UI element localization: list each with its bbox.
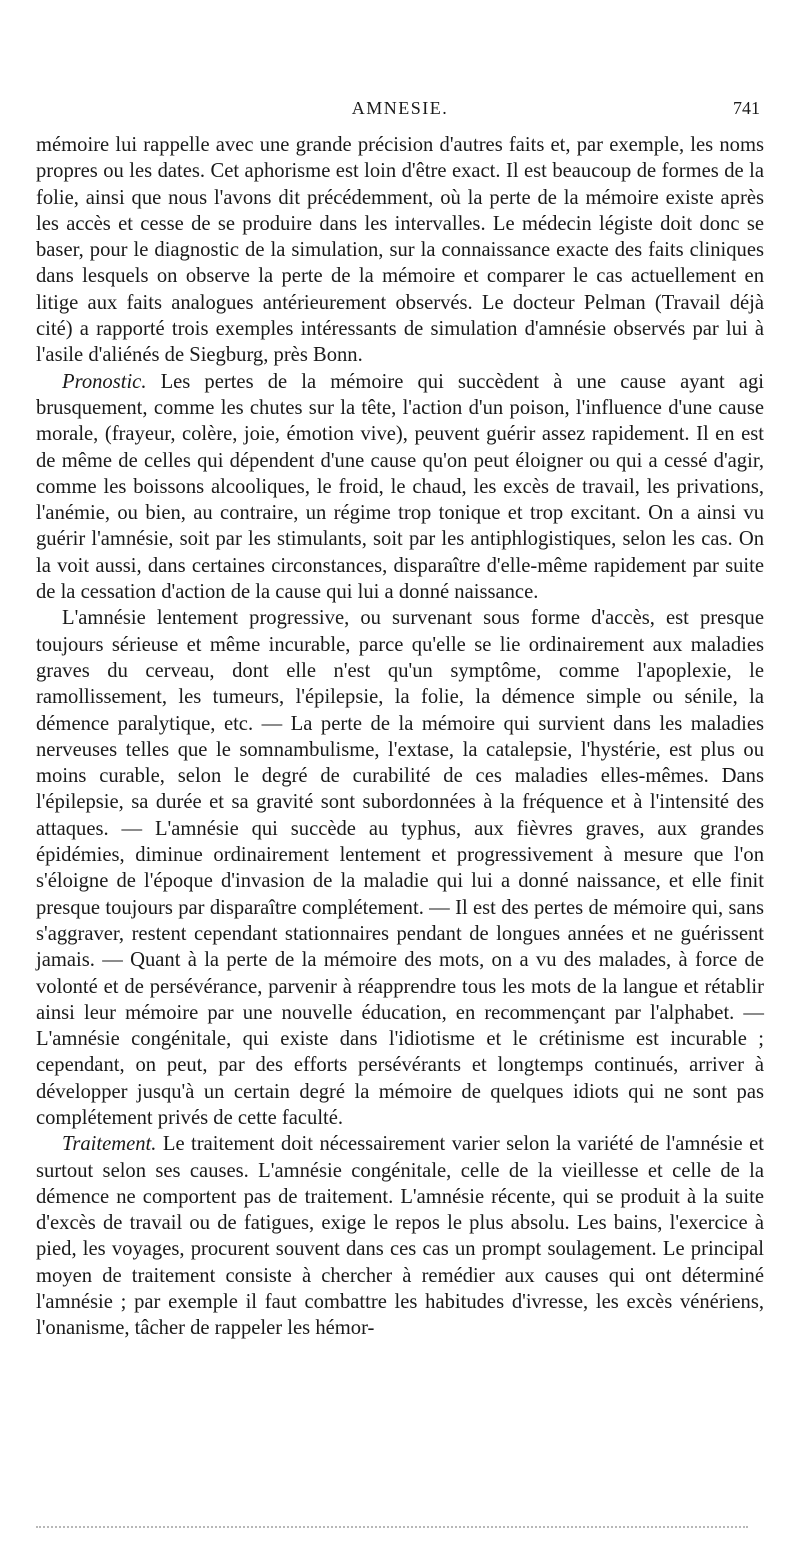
running-head	[36, 98, 764, 130]
body-text	[36, 132, 764, 1342]
paragraph-text: Les pertes de la mémoire qui succèdent à une cause ayant agi brusquement, comme les chutes sur la tête, l'action d'un poison, l'influence d'une cause morale, (frayeur, colère, joie, émotion vive), peuvent guérir assez rapidement. Il en est de même de celles qui dépendent d'une cause qu'on peut éloigner ou qui a cessé d'agir, comme les boissons alcooliques, le froid, le chaud, les excès de travail, les privations, l'anémie, ou bien, au contraire, un régime trop tonique et trop excitant. On a ainsi vu guérir l'amnésie, soit par les stimulants, soit par les antiphlogistiques, selon les cas. On la voit aussi, dans certaines circonstances, disparaître d'elle-même rapidement par suite de la cessation d'action de la cause qui lui a donné naissance.	[36, 370, 764, 604]
section-heading-traitement: Traitement.	[62, 1133, 157, 1156]
paragraph-text: L'amnésie lentement progressive, ou survenant sous forme d'accès, est presque toujours sérieuse et même incurable, parce qu'elle se lie ordinairement aux maladies graves du cerveau, dont elle n'est qu'un symptôme, comme l'apoplexie, le ramollissement, les tumeurs, l'épilepsie, la folie, la démence simple ou sénile, la démence paralytique, etc. — La perte de la mémoire qui survient dans les maladies nerveuses telles que le somnambulisme, l'extase, la catalepsie, l'hystérie, est plus ou moins curable, selon le degré de curabilité de ces maladies elles-mêmes. Dans l'épilepsie, sa durée et sa gravité sont subordonnées à la fréquence et à l'intensité des attaques. — L'amnésie qui succède au typhus, aux fièvres graves, aux grandes épidémies, diminue ordinairement lentement et progressivement à mesure que l'on s'éloigne de l'époque d'invasion de la maladie qui lui a donné naissance, et elle finit presque toujours par disparaître complétement. — Il est des pertes de mémoire qui, sans s'aggraver, restent cependant stationnaires pendant de longues années et ne guérissent jamais. — Quant à la perte de la mémoire des mots, on a vu des malades, à force de volonté et de persévérance, parvenir à réapprendre tous les mots de la langue et rétablir ainsi leur mémoire par une nouvelle éducation, en recommençant par l'alphabet. — L'amnésie congénitale, qui existe dans l'idiotisme et le crétinisme est incurable ; cependant, on peut, par des efforts persévérants et longtemps continués, arriver à développer jusqu'à un certain degré la mémoire de quelques idiots qui ne sont pas complétement privés de cette faculté.	[36, 607, 764, 1129]
paragraph-traitement	[36, 1131, 764, 1341]
paragraph-text: Le traitement doit nécessairement varier selon la variété de l'amnésie et surtout selon ses causes. L'amnésie congénitale, celle de la vieillesse et celle de la démence ne comportent pas de traitement. L'amnésie récente, qui se produit à la suite d'excès de travail ou de fatigues, exige le repos le plus absolu. Les bains, l'exercice à pied, les voyages, procurent souvent dans ces cas un prompt soulagement. Le principal moyen de traitement consiste à chercher à remédier aux causes qui ont déterminé l'amnésie ; par exemple il faut combattre les habitudes d'ivresse, les excès vénériens, l'onanisme, tâcher de rappeler les hémor-	[36, 1133, 764, 1340]
paragraph-pronostic	[36, 369, 764, 606]
running-head-title: AMNESIE.	[351, 98, 449, 118]
paragraph-continuation	[36, 132, 764, 369]
paragraph-text: mémoire lui rappelle avec une grande précision d'autres faits et, par exemple, les noms propres ou les dates. Cet aphorisme est loin d'être exact. Il est beaucoup de formes de la folie, ainsi que nous l'avons dit précédemment, où la perte de la mémoire existe après les accès et cesse de se produire dans les intervalles. Le médecin légiste doit donc se baser, pour le diagnostic de la simulation, sur la connaissance exacte des faits cliniques dans lesquels on observe la perte de la mémoire et comparer le cas actuellement en litige aux faits analogues antérieurement observés. Le docteur Pelman (Travail déjà cité) a rapporté trois exemples intéressants de simulation d'amnésie observés par lui à l'asile d'aliénés de Siegburg, près Bonn.	[36, 134, 764, 367]
bottom-scan-rule	[36, 1526, 748, 1528]
page-number: 741	[733, 98, 760, 118]
paragraph-amnesie-progressive	[36, 605, 764, 1131]
section-heading-pronostic: Pronostic.	[62, 370, 147, 393]
